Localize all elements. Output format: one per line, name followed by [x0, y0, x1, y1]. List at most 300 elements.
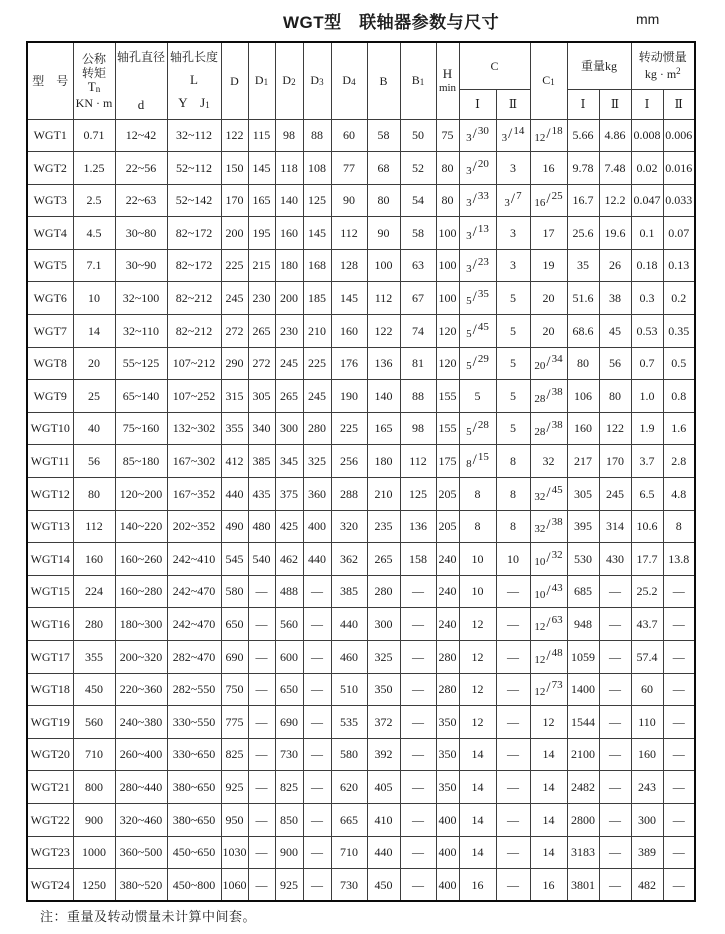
table-cell: 6.5 — [631, 478, 663, 511]
table-cell: 63 — [400, 249, 436, 282]
table-cell: 16.7 — [567, 184, 599, 217]
table-cell: 1.9 — [631, 412, 663, 445]
table-cell: 650 — [275, 673, 303, 706]
table-cell: 0.047 — [631, 184, 663, 217]
table-cell: 0.008 — [631, 119, 663, 152]
table-cell: 74 — [400, 315, 436, 348]
header-model: 型 号 — [27, 42, 73, 119]
table-cell: 1.25 — [73, 152, 115, 185]
table-cell: 170 — [599, 445, 631, 478]
header-inertia-group — [631, 42, 695, 89]
table-cell: 10 — [73, 282, 115, 315]
header-torque — [73, 42, 115, 119]
table-cell: 25.6 — [567, 217, 599, 250]
table-cell: 200 — [221, 217, 248, 250]
table-cell: 5 — [459, 380, 496, 413]
table-cell: 3 — [496, 249, 530, 282]
table-cell: 5 — [496, 315, 530, 348]
table-cell: 3.7 — [631, 445, 663, 478]
table-cell: 80 — [599, 380, 631, 413]
table-cell: 57.4 — [631, 641, 663, 674]
table-cell: 7.48 — [599, 152, 631, 185]
table-cell: — — [663, 575, 695, 608]
table-row — [27, 315, 695, 348]
table-cell: 30~90 — [115, 249, 167, 282]
table-cell: — — [663, 771, 695, 804]
table-cell: 400 — [436, 836, 459, 869]
table-cell: 850 — [275, 803, 303, 836]
table-cell: 240 — [436, 575, 459, 608]
header-weight-group: 重量kg — [567, 42, 631, 89]
table-cell: 330~650 — [167, 738, 221, 771]
table-cell: — — [496, 803, 530, 836]
table-row — [27, 738, 695, 771]
table-row — [27, 119, 695, 152]
header-c-group: C — [459, 42, 530, 89]
table-cell: 0.1 — [631, 217, 663, 250]
table-cell: 0.02 — [631, 152, 663, 185]
header-dim-D1: D1 — [248, 42, 275, 119]
table-row — [27, 184, 695, 217]
table-cell: 620 — [331, 771, 367, 804]
table-cell: 167~352 — [167, 478, 221, 511]
header-bore-length-line: 轴孔长度 — [169, 49, 218, 64]
table-cell: 280 — [367, 575, 400, 608]
table-cell: — — [599, 641, 631, 674]
table-cell: 100 — [436, 249, 459, 282]
table-cell: 160~260 — [115, 543, 167, 576]
table-cell: 20 — [530, 315, 567, 348]
table-cell: — — [663, 706, 695, 739]
table-cell: 77 — [331, 152, 367, 185]
table-cell: — — [248, 575, 275, 608]
table-cell: 256 — [331, 445, 367, 478]
table-cell: 5/29 — [459, 347, 496, 380]
table-cell: 385 — [248, 445, 275, 478]
footnote: 注：重量及转动惯量未计算中间套。 — [40, 909, 257, 924]
table-cell: 825 — [275, 771, 303, 804]
table-cell: 305 — [567, 478, 599, 511]
table-cell: 380~650 — [167, 771, 221, 804]
table-cell: 224 — [73, 575, 115, 608]
table-cell: 167~302 — [167, 445, 221, 478]
table-cell: 730 — [331, 869, 367, 902]
row-model: WGT23 — [27, 836, 73, 869]
table-cell: 16 — [459, 869, 496, 902]
table-cell: 280 — [436, 673, 459, 706]
table-cell: 560 — [73, 706, 115, 739]
table-cell: 25 — [73, 380, 115, 413]
table-cell: 160 — [275, 217, 303, 250]
table-cell: 12 — [459, 641, 496, 674]
table-cell: 440 — [331, 608, 367, 641]
table-cell: 450 — [367, 869, 400, 902]
table-cell: 948 — [567, 608, 599, 641]
table-cell: — — [400, 803, 436, 836]
table-cell: 120 — [436, 347, 459, 380]
table-cell: 12 — [530, 706, 567, 739]
table-cell: — — [400, 641, 436, 674]
table-cell: 245 — [599, 478, 631, 511]
row-model: WGT3 — [27, 184, 73, 217]
table-cell: 242~470 — [167, 575, 221, 608]
table-cell: 54 — [400, 184, 436, 217]
table-cell: 265 — [275, 380, 303, 413]
table-cell: — — [496, 869, 530, 902]
table-cell: 60 — [331, 119, 367, 152]
table-cell: 80 — [436, 184, 459, 217]
table-cell: 90 — [331, 184, 367, 217]
row-model: WGT5 — [27, 249, 73, 282]
table-cell: 230 — [275, 315, 303, 348]
table-cell: 106 — [567, 380, 599, 413]
table-cell: 260~400 — [115, 738, 167, 771]
table-cell: 488 — [275, 575, 303, 608]
row-model: WGT12 — [27, 478, 73, 511]
table-cell: 22~63 — [115, 184, 167, 217]
table-cell: 82~172 — [167, 217, 221, 250]
table-cell: 0.3 — [631, 282, 663, 315]
table-cell: 5 — [496, 412, 530, 445]
table-cell: 112 — [331, 217, 367, 250]
table-cell: 2.5 — [73, 184, 115, 217]
table-cell: 14 — [530, 803, 567, 836]
table-cell: 7.1 — [73, 249, 115, 282]
row-model: WGT14 — [27, 543, 73, 576]
table-cell: 2100 — [567, 738, 599, 771]
table-cell: 88 — [400, 380, 436, 413]
table-cell: 200~320 — [115, 641, 167, 674]
table-cell: 155 — [436, 380, 459, 413]
table-cell: 155 — [436, 412, 459, 445]
table-cell: 65~140 — [115, 380, 167, 413]
table-cell: — — [496, 673, 530, 706]
table-row — [27, 641, 695, 674]
table-cell: 245 — [275, 347, 303, 380]
table-cell: 205 — [436, 510, 459, 543]
table-cell: — — [496, 575, 530, 608]
table-cell: 400 — [436, 869, 459, 902]
table-cell: 350 — [436, 706, 459, 739]
table-cell: 412 — [221, 445, 248, 478]
table-cell: 10.6 — [631, 510, 663, 543]
table-cell: 925 — [221, 771, 248, 804]
table-cell: 580 — [221, 575, 248, 608]
table-cell: — — [303, 803, 331, 836]
table-cell: 350 — [436, 738, 459, 771]
header-bore-length-lines — [168, 50, 221, 112]
header-bore-diameter-line: d — [137, 96, 145, 112]
table-cell: 280~440 — [115, 771, 167, 804]
row-model: WGT16 — [27, 608, 73, 641]
table-cell: 160 — [631, 738, 663, 771]
table-cell: 8 — [663, 510, 695, 543]
table-cell: 225 — [331, 412, 367, 445]
table-cell: 710 — [331, 836, 367, 869]
table-cell: 380~520 — [115, 869, 167, 902]
row-model: WGT1 — [27, 119, 73, 152]
table-cell: 180~300 — [115, 608, 167, 641]
table-cell: 0.53 — [631, 315, 663, 348]
table-row — [27, 217, 695, 250]
table-cell: — — [663, 803, 695, 836]
table-cell: 118 — [275, 152, 303, 185]
table-cell: 215 — [248, 249, 275, 282]
table-cell: 1400 — [567, 673, 599, 706]
table-cell: 68.6 — [567, 315, 599, 348]
table-cell: — — [248, 771, 275, 804]
table-cell: 240 — [436, 543, 459, 576]
table-cell: — — [248, 803, 275, 836]
table-cell: 10/32 — [530, 543, 567, 576]
table-cell: 30~80 — [115, 217, 167, 250]
table-cell: 0.033 — [663, 184, 695, 217]
table-cell: 125 — [303, 184, 331, 217]
table-cell: 775 — [221, 706, 248, 739]
table-cell: 225 — [221, 249, 248, 282]
table-row — [27, 478, 695, 511]
table-cell: 242~410 — [167, 543, 221, 576]
table-cell: 81 — [400, 347, 436, 380]
table-cell: 545 — [221, 543, 248, 576]
table-cell: — — [599, 738, 631, 771]
table-cell: 5/45 — [459, 315, 496, 348]
table-cell: 450 — [73, 673, 115, 706]
coupling-parameters-table — [26, 41, 696, 902]
table-cell: 28/38 — [530, 412, 567, 445]
table-cell: 690 — [221, 641, 248, 674]
table-cell: 280 — [303, 412, 331, 445]
table-cell: 900 — [275, 836, 303, 869]
table-cell: 730 — [275, 738, 303, 771]
table-cell: 120 — [436, 315, 459, 348]
table-cell: 460 — [331, 641, 367, 674]
table-cell: 385 — [331, 575, 367, 608]
table-cell: — — [496, 641, 530, 674]
row-model: WGT21 — [27, 771, 73, 804]
table-cell: 8 — [496, 510, 530, 543]
table-cell: 165 — [367, 412, 400, 445]
header-inertia-i: Ⅰ — [631, 89, 663, 119]
row-model: WGT7 — [27, 315, 73, 348]
header-dim-D4: D4 — [331, 42, 367, 119]
table-cell: 750 — [221, 673, 248, 706]
table-cell: 98 — [275, 119, 303, 152]
table-cell: 90 — [367, 217, 400, 250]
header-torque-lines — [74, 52, 115, 110]
table-cell: 0.13 — [663, 249, 695, 282]
header-inertia-ii: Ⅱ — [663, 89, 695, 119]
header-torque-line: KN · m — [75, 95, 113, 110]
table-cell: 5 — [496, 347, 530, 380]
table-cell: 265 — [367, 543, 400, 576]
table-cell: 0.18 — [631, 249, 663, 282]
unit-label: mm — [636, 11, 660, 27]
table-cell: 305 — [248, 380, 275, 413]
table-cell: — — [496, 836, 530, 869]
table-cell: 125 — [400, 478, 436, 511]
table-cell: 0.5 — [663, 347, 695, 380]
table-cell: 5 — [496, 380, 530, 413]
table-cell: 12/18 — [530, 119, 567, 152]
table-cell: 372 — [367, 706, 400, 739]
table-cell: 14 — [459, 738, 496, 771]
table-cell: 28/38 — [530, 380, 567, 413]
table-cell: 405 — [367, 771, 400, 804]
table-cell: 8 — [459, 510, 496, 543]
table-cell: 710 — [73, 738, 115, 771]
table-cell: 12~42 — [115, 119, 167, 152]
header-dim-D: D — [221, 42, 248, 119]
table-cell: 900 — [73, 803, 115, 836]
table-cell: — — [248, 738, 275, 771]
table-cell: 56 — [599, 347, 631, 380]
table-cell: 0.7 — [631, 347, 663, 380]
table-cell: 243 — [631, 771, 663, 804]
table-cell: 265 — [248, 315, 275, 348]
table-cell: 52~142 — [167, 184, 221, 217]
table-row — [27, 836, 695, 869]
table-cell: 235 — [367, 510, 400, 543]
table-cell: 160~280 — [115, 575, 167, 608]
table-cell: 1000 — [73, 836, 115, 869]
table-row — [27, 412, 695, 445]
table-row — [27, 510, 695, 543]
table-cell: 482 — [631, 869, 663, 902]
header-inertia-lines — [632, 50, 695, 81]
table-cell: 12/73 — [530, 673, 567, 706]
table-cell: — — [400, 673, 436, 706]
header-bore-diameter-lines — [116, 50, 167, 112]
table-cell: 12/63 — [530, 608, 567, 641]
table-cell: 32/45 — [530, 478, 567, 511]
table-cell: — — [599, 673, 631, 706]
table-cell: 140 — [367, 380, 400, 413]
table-cell: 100 — [436, 282, 459, 315]
table-cell: 14 — [73, 315, 115, 348]
table-cell: 220~360 — [115, 673, 167, 706]
table-cell: — — [400, 771, 436, 804]
table-cell: — — [303, 869, 331, 902]
table-cell: — — [303, 836, 331, 869]
table-cell: 435 — [248, 478, 275, 511]
table-cell: 12 — [459, 608, 496, 641]
table-cell: 0.07 — [663, 217, 695, 250]
table-cell: 80 — [436, 152, 459, 185]
table-cell: 190 — [331, 380, 367, 413]
table-cell: — — [663, 673, 695, 706]
table-cell: 58 — [400, 217, 436, 250]
table-cell: 5/28 — [459, 412, 496, 445]
table-row — [27, 706, 695, 739]
table-cell: 825 — [221, 738, 248, 771]
table-cell: 19 — [530, 249, 567, 282]
table-cell: 140 — [275, 184, 303, 217]
table-cell: 52 — [400, 152, 436, 185]
header-torque-line: 公称 — [81, 51, 106, 66]
table-cell: 120~200 — [115, 478, 167, 511]
table-cell: 360~500 — [115, 836, 167, 869]
table-cell: 685 — [567, 575, 599, 608]
table-cell: 168 — [303, 249, 331, 282]
table-cell: — — [248, 608, 275, 641]
table-row — [27, 575, 695, 608]
table-cell: 14 — [530, 771, 567, 804]
table-cell: 108 — [303, 152, 331, 185]
table-cell: 580 — [331, 738, 367, 771]
table-cell: 314 — [599, 510, 631, 543]
table-cell: — — [400, 608, 436, 641]
table-cell: 180 — [367, 445, 400, 478]
table-cell: 210 — [367, 478, 400, 511]
table-cell: 55~125 — [115, 347, 167, 380]
header-weight-i: Ⅰ — [567, 89, 599, 119]
table-cell: 1544 — [567, 706, 599, 739]
table-cell: 110 — [631, 706, 663, 739]
table-cell: 22~56 — [115, 152, 167, 185]
table-cell: 3/13 — [459, 217, 496, 250]
table-cell: 3801 — [567, 869, 599, 902]
table-cell: — — [248, 641, 275, 674]
table-cell: 35 — [567, 249, 599, 282]
table-cell: — — [400, 836, 436, 869]
table-cell: — — [663, 869, 695, 902]
header-h-min-line: H — [442, 65, 453, 81]
table-cell: 272 — [248, 347, 275, 380]
table-cell: 140~220 — [115, 510, 167, 543]
table-cell: 170 — [221, 184, 248, 217]
table-cell: 82~212 — [167, 315, 221, 348]
table-cell: 205 — [436, 478, 459, 511]
table-cell: 800 — [73, 771, 115, 804]
table-cell: 176 — [331, 347, 367, 380]
table-cell: 300 — [367, 608, 400, 641]
table-cell: 600 — [275, 641, 303, 674]
header-weight-ii: Ⅱ — [599, 89, 631, 119]
table-cell: 425 — [275, 510, 303, 543]
table-cell: 288 — [331, 478, 367, 511]
table-cell: 128 — [331, 249, 367, 282]
table-cell: 14 — [530, 738, 567, 771]
table-cell: 8 — [459, 478, 496, 511]
table-cell: 14 — [459, 803, 496, 836]
table-cell: 165 — [248, 184, 275, 217]
row-model: WGT9 — [27, 380, 73, 413]
table-cell: 132~302 — [167, 412, 221, 445]
header-c1: C1 — [530, 42, 567, 119]
table-cell: 43.7 — [631, 608, 663, 641]
table-cell: 52~112 — [167, 152, 221, 185]
table-cell: 3/20 — [459, 152, 496, 185]
header-torque-line: 转矩 — [81, 65, 106, 80]
table-cell: 480 — [248, 510, 275, 543]
row-model: WGT4 — [27, 217, 73, 250]
table-cell: 400 — [303, 510, 331, 543]
header-dim-D3: D3 — [303, 42, 331, 119]
table-cell: 136 — [400, 510, 436, 543]
table-cell: 20 — [73, 347, 115, 380]
table-cell: 80 — [73, 478, 115, 511]
table-cell: 8 — [496, 478, 530, 511]
table-cell: 50 — [400, 119, 436, 152]
table-cell: — — [599, 836, 631, 869]
table-cell: 340 — [248, 412, 275, 445]
table-cell: — — [400, 575, 436, 608]
table-cell: 85~180 — [115, 445, 167, 478]
table-cell: 13.8 — [663, 543, 695, 576]
table-cell: 650 — [221, 608, 248, 641]
table-cell: 200 — [275, 282, 303, 315]
